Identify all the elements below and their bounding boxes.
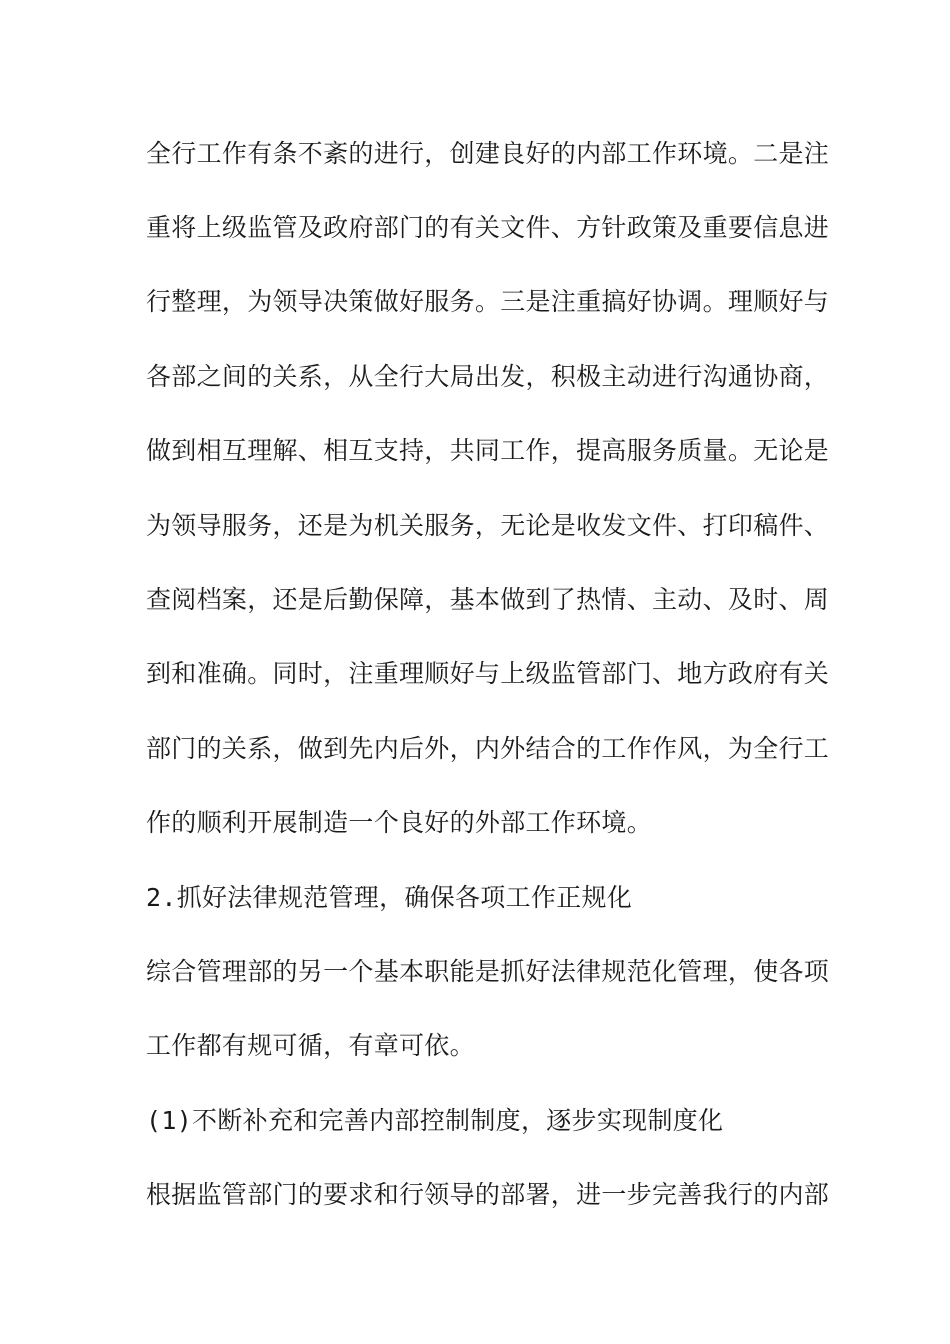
paragraph-line: 各部之间的关系，从全行大局出发，积极主动进行沟通协商，	[146, 362, 830, 391]
paragraph-line: 作的顺利开展制造一个良好的外部工作环境。	[146, 808, 653, 837]
section-heading: 2.抓好法律规范管理，确保各项工作正规化	[146, 883, 633, 912]
paragraph-line: 工作都有规可循，有章可依。	[146, 1031, 475, 1060]
paragraph-line: 到和准确。同时，注重理顺好与上级监管部门、地方政府有关	[146, 659, 830, 688]
paragraph-line: 全行工作有条不紊的进行，创建良好的内部工作环境。二是注	[146, 139, 830, 168]
paragraph-line: 部门的关系，做到先内后外，内外结合的工作作风，为全行工	[146, 734, 830, 763]
paragraph-line: 为领导服务，还是为机关服务，无论是收发文件、打印稿件、	[146, 511, 830, 540]
paragraph-line: 重将上级监管及政府部门的有关文件、方针政策及重要信息进	[146, 213, 830, 242]
paragraph-line: 做到相互理解、相互支持，共同工作，提高服务质量。无论是	[146, 436, 830, 465]
subsection-heading: (1)不断补充和完善内部控制制度，逐步实现制度化	[146, 1106, 724, 1135]
paragraph-line: 综合管理部的另一个基本职能是抓好法律规范化管理，使各项	[146, 957, 830, 986]
paragraph-line: 查阅档案，还是后勤保障，基本做到了热情、主动、及时、周	[146, 585, 830, 614]
paragraph-line: 行整理，为领导决策做好服务。三是注重搞好协调。理顺好与	[146, 287, 830, 316]
paragraph-line: 根据监管部门的要求和行领导的部署，进一步完善我行的内部	[146, 1180, 830, 1209]
